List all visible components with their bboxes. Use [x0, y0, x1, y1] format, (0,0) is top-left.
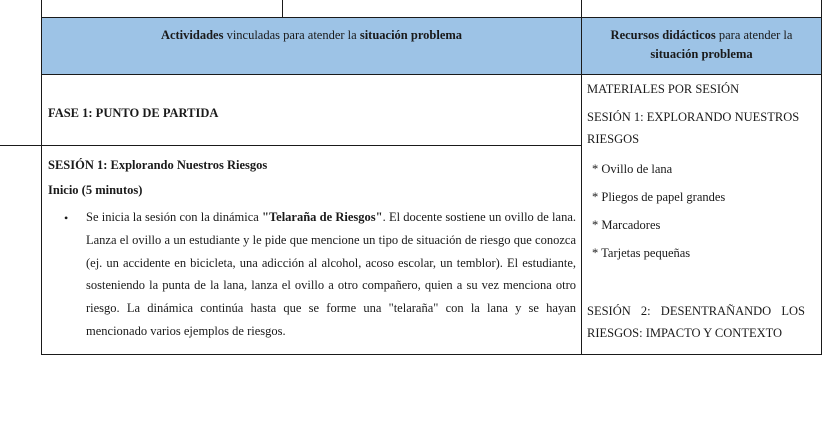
material-item: * Marcadores: [592, 218, 661, 232]
start-heading: Inicio (5 minutos): [48, 183, 143, 197]
materials-title: MATERIALES POR SESIÓN: [587, 82, 740, 96]
session2-title: SESIÓN 2: DESENTRAÑANDO LOS: [587, 304, 805, 318]
table-border-right: [821, 18, 822, 355]
session1-line2: RIESGOS: [587, 132, 640, 146]
session2-line2: RIESGOS: IMPACTO Y CONTEXTO: [587, 326, 783, 340]
activity-paragraph: Se inicia la sesión con la dinámica "Telaraña de Riesgos". El docente sostiene un ovillo de lana. Lanza el ovillo a un estudiante y le pide que mencione un tipo de situación de riesgo que conozca (ej. un accidente en bicicleta, una adicción al alcohol, acoso escolar, un temblor). El estudiante, sosteniendo la punta de la lana, lanza el ovillo a otro compañero, quien a su vez menciona otro riesgo. La dinámica continúa hasta que se forme una "telaraña" con la lana y se hayan mencionado varios ejemplos de riesgos.: [86, 210, 576, 338]
material-item: * Tarjetas pequeñas: [592, 246, 691, 260]
table-border-mid-top: [282, 0, 283, 18]
header-activities-cell: [42, 18, 581, 74]
table-border-right-top: [821, 0, 822, 18]
session-title: SESIÓN 1: Explorando Nuestros Riesgos: [48, 158, 268, 172]
table-border-left: [41, 18, 42, 355]
phase-row-separator: [0, 145, 582, 146]
table-border-divider-top: [581, 0, 582, 18]
session1-line1: SESIÓN 1: EXPLORANDO NUESTROS: [587, 110, 800, 124]
table-border-left-top: [41, 0, 42, 18]
table-border-h2: [41, 74, 822, 75]
table-border-bottom: [41, 354, 822, 355]
header-activities-text: Actividades vinculadas para atender la situación problema: [160, 28, 463, 42]
header-resources-cell: [582, 18, 821, 74]
header-resources-text: Recursos didácticos para atender la situación problema: [610, 28, 793, 61]
bullet-marker: •: [64, 211, 69, 225]
material-item: * Pliegos de papel grandes: [592, 190, 726, 204]
material-item: * Ovillo de lana: [592, 162, 673, 176]
table-border-divider: [581, 18, 582, 355]
phase-title: FASE 1: PUNTO DE PARTIDA: [48, 106, 219, 120]
